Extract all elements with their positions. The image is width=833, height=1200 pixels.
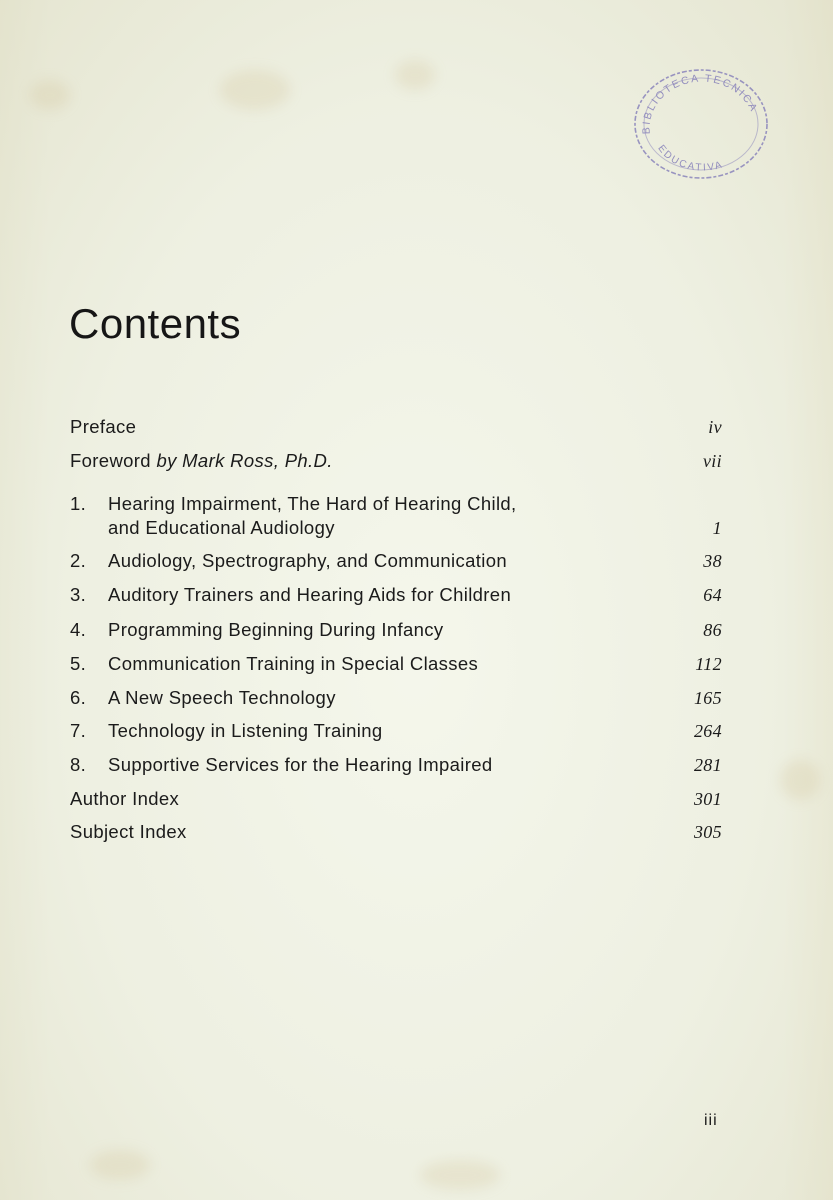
toc-entry-chapter-1[interactable] (70, 491, 722, 543)
toc-page-number: 165 (693, 688, 722, 708)
chapter-number: 7. (70, 720, 87, 741)
chapter-number: 8. (70, 754, 87, 775)
foreword-author: by Mark Ross, Ph.D. (156, 450, 333, 471)
toc-label (70, 448, 333, 474)
chapter-title: Auditory Trainers and Hearing Aids for Children (108, 584, 512, 605)
toc-entry-preface[interactable] (70, 414, 722, 440)
toc-page-number: 305 (693, 822, 722, 842)
paper-stain (30, 80, 70, 110)
paper-stain (395, 60, 435, 90)
toc-page-number: iv (708, 417, 722, 437)
chapter-title-line1: Hearing Impairment, The Hard of Hearing Child, (108, 493, 517, 514)
toc-entry-chapter-2[interactable] (70, 548, 722, 574)
toc-entry-chapter-3[interactable] (70, 582, 722, 608)
toc-entry-author-index[interactable] (70, 786, 722, 812)
chapter-title-line2: and Educational Audiology (108, 517, 335, 538)
paper-stain (220, 70, 290, 110)
toc-label: Author Index (70, 788, 180, 809)
library-stamp (628, 62, 774, 182)
foreword-label: Foreword (70, 450, 151, 471)
chapter-title: A New Speech Technology (108, 687, 336, 708)
chapter-title: Supportive Services for the Hearing Impaired (108, 754, 493, 775)
toc-entry-chapter-4[interactable] (70, 617, 722, 643)
toc-page-number: 301 (693, 789, 722, 809)
chapter-number: 1. (70, 493, 87, 514)
toc-page-number: 281 (693, 755, 722, 775)
paper-stain (90, 1150, 150, 1180)
chapter-number: 4. (70, 619, 87, 640)
toc-entry-foreword[interactable] (70, 448, 722, 474)
toc-page-number: vii (702, 451, 722, 471)
page-folio: iii (704, 1112, 718, 1129)
chapter-number: 2. (70, 550, 87, 571)
toc-page-number: 1 (712, 518, 722, 538)
stamp-text-top: BIBLIOTECA TECNICA (640, 72, 761, 135)
chapter-number: 6. (70, 687, 87, 708)
page-title: Contents (69, 300, 242, 347)
paper-stain (420, 1160, 500, 1190)
toc-page-number: 264 (693, 721, 722, 741)
toc-page-number: 112 (695, 654, 722, 674)
chapter-title: Communication Training in Special Classes (108, 653, 479, 674)
toc-entry-chapter-7[interactable] (70, 718, 722, 744)
toc-entry-subject-index[interactable] (70, 819, 722, 845)
toc-entry-chapter-8[interactable] (70, 752, 722, 778)
chapter-title: Technology in Listening Training (108, 720, 383, 741)
toc-label: Preface (70, 416, 137, 437)
toc-entry-chapter-6[interactable] (70, 685, 722, 711)
toc-page-number: 86 (703, 620, 722, 640)
chapter-number: 3. (70, 584, 87, 605)
chapter-title: Programming Beginning During Infancy (108, 619, 444, 640)
chapter-title: Audiology, Spectrography, and Communication (108, 550, 507, 571)
stamp-text-bottom: EDUCATIVA (655, 143, 725, 174)
toc-entry-chapter-5[interactable] (70, 651, 722, 677)
paper-stain (780, 760, 820, 800)
toc-page-number: 64 (703, 585, 722, 605)
toc-label: Subject Index (70, 821, 187, 842)
toc-page-number: 38 (703, 551, 722, 571)
chapter-number: 5. (70, 653, 87, 674)
